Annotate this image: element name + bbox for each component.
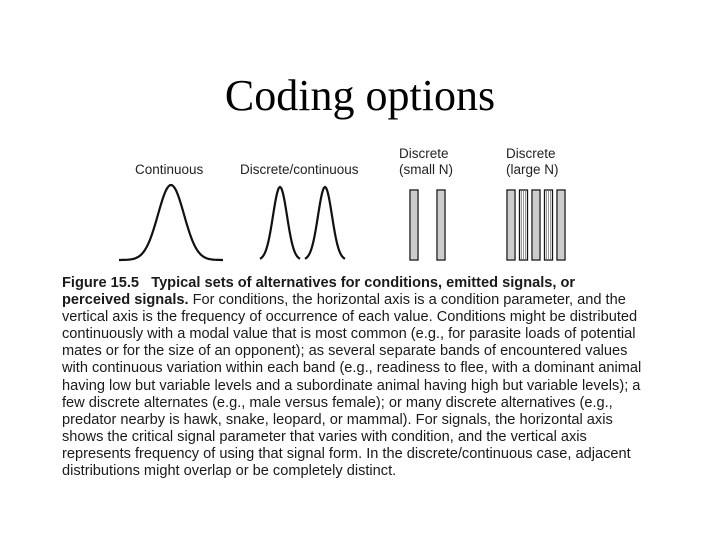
panel-label-line: Continuous xyxy=(135,162,204,177)
figure-label: Figure 15.5 xyxy=(62,275,140,291)
panel-label-line: (large N) xyxy=(506,162,559,177)
panel-label-line: (small N) xyxy=(399,162,453,177)
discrete-large-n-panel xyxy=(507,190,565,260)
panel-label-line: Discrete xyxy=(506,146,556,161)
slide-title: Coding options xyxy=(224,71,496,120)
bell-curve xyxy=(119,185,223,260)
figure-caption-body: For conditions, the horizontal axis is a condition parameter, and the vertical axis is the frequency of occurrence of each value. Conditions might be distributed continuously with a modal value that is most common (e.g., for parasite loads of potential mates or for the size of an opponent); as several separate bands of encountered values with continuous variation within each band (e.g., readiness to flee, with a dominant animal having low but variable levels and a subordinate animal having high but variable levels); a few discrete alternates (e.g., male versus female); or many discrete alternatives (e.g., predator nearby is hawk, snake, leopard, or mammal). For signals, the horizontal axis shows the critical signal parameter that varies with condition, and the vertical axis represents frequency of using that signal form. In the discrete/continuous case, adjacent distributions might overlap or be completely distinct. xyxy=(62,292,642,480)
panel-label-line: Discrete/continuous xyxy=(240,162,359,177)
continuous-panel xyxy=(119,185,223,260)
bell-curve xyxy=(260,187,300,259)
discrete-small-n-panel xyxy=(410,190,445,260)
figure-caption-title: Typical sets of alternatives for conditions, emitted signals, or perceived signals. xyxy=(62,275,576,309)
figure-caption xyxy=(62,275,642,480)
bell-curve xyxy=(305,187,345,259)
discrete-continuous-panel xyxy=(260,187,345,259)
panel-label-line: Discrete xyxy=(399,146,449,161)
